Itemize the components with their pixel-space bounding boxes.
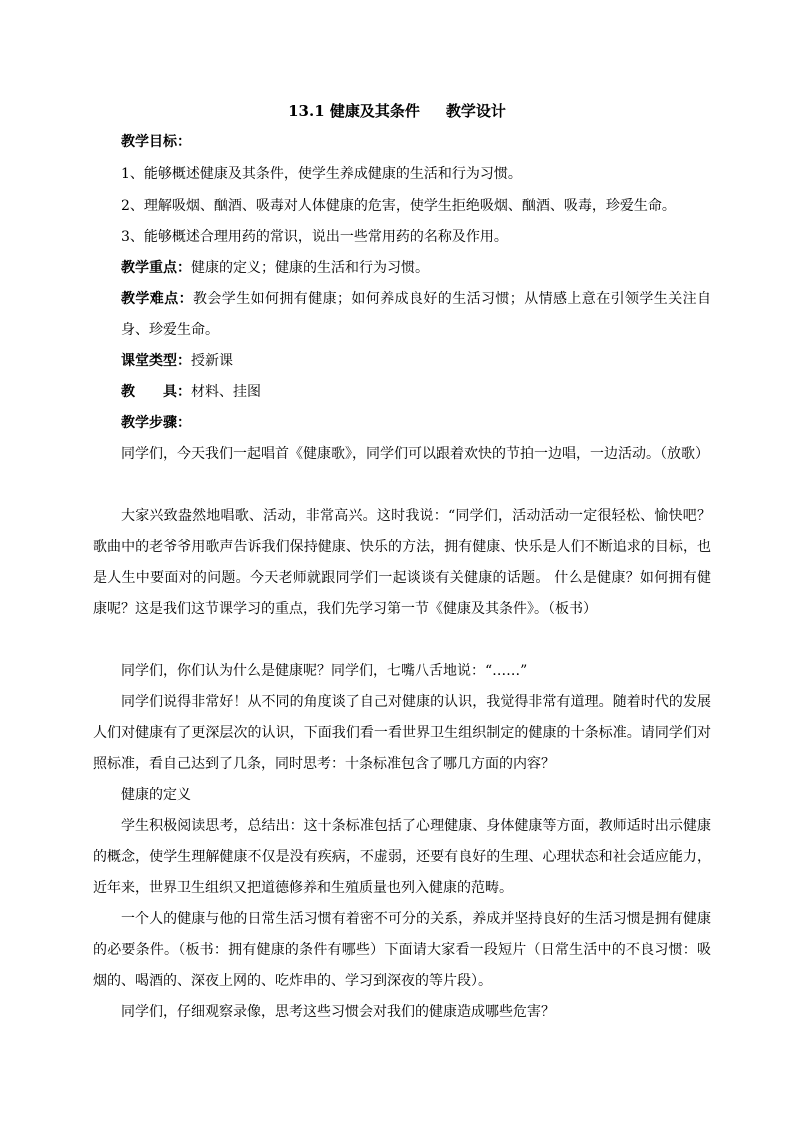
lesson-type — [121, 351, 233, 371]
step-paragraph-4: 同学们说得非常好！从不同的角度谈了自己对健康的认识，我觉得非常有道理。随着时代的发展人们对健康有了更深层次的认识，下面我们看一看世界卫生组织制定的健康的十条标准。请同学们对照标准，看自己达到了几条，同时思考：十条标准包含了哪几方面的内容？ — [93, 694, 711, 772]
lesson-type-text: 授新课 — [191, 353, 233, 369]
key-point — [121, 258, 429, 278]
goal-item-1: 1、能够概述健康及其条件，使学生养成健康的生活和行为习惯。 — [121, 166, 522, 182]
steps-heading: 教学步骤： — [121, 415, 191, 431]
lesson-type-label: 课堂类型： — [121, 353, 191, 369]
tools-label: 教 具： — [121, 384, 191, 400]
goal-item-3: 3、能够概述合理用药的常识，说出一些常用药的名称及作用。 — [121, 229, 508, 245]
title-sub: 教学设计 — [445, 102, 506, 120]
step-paragraph-8: 同学们，仔细观察录像，思考这些习惯会对我们的健康造成哪些危害？ — [121, 1004, 555, 1020]
step-paragraph-5: 健康的定义 — [121, 787, 191, 803]
title-main: 13.1 健康及其条件 — [288, 102, 420, 120]
tools-text: 材料、挂图 — [191, 384, 261, 400]
key-point-label: 教学重点： — [121, 260, 191, 276]
step-paragraph-1: 同学们，今天我们一起唱首《健康歌》，同学们可以跟着欢快的节拍一边唱，一边活动。（放歌） — [121, 446, 709, 462]
step-paragraph-6: 学生积极阅读思考，总结出：这十条标准包括了心理健康、身体健康等方面，教师适时出示健康的概念，使学生理解健康不仅是没有疾病，不虚弱，还要有良好的生理、心理状态和社会适应能力，近年来，世界卫生组织又把道德修养和生殖质量也列入健康的范畴。 — [93, 818, 711, 896]
document-title — [0, 101, 794, 121]
step-paragraph-3: 同学们，你们认为什么是健康呢？同学们，七嘴八舌地说：“……” — [121, 663, 528, 679]
goals-heading: 教学目标： — [121, 134, 191, 150]
difficulty-label: 教学难点： — [121, 291, 193, 307]
step-paragraph-7: 一个人的健康与他的日常生活习惯有着密不可分的关系，养成并坚持良好的生活习惯是拥有健康的必要条件。（板书：拥有健康的条件有哪些）下面请大家看一段短片（日常生活中的不良习惯：吸烟的、喝酒的、深夜上网的、吃炸串的、学习到深夜的等片段）。 — [93, 911, 711, 989]
tools — [121, 382, 261, 402]
goal-item-2: 2、理解吸烟、酗酒、吸毒对人体健康的危害，使学生拒绝吸烟、酗酒、吸毒，珍爱生命。 — [121, 198, 676, 214]
difficulty-text: 教会学生如何拥有健康；如何养成良好的生活习惯；从情感上意在引领学生关注自身、珍爱生命。 — [121, 291, 711, 338]
step-paragraph-2: 大家兴致盎然地唱歌、活动，非常高兴。这时我说：“同学们，活动活动一定很轻松、愉快吧？歌曲中的老爷爷用歌声告诉我们保持健康、快乐的方法，拥有健康、快乐是人们不断追求的目标，也是人生中要面对的问题。今天老师就跟同学们一起谈谈有关健康的话题。 什么是健康？如何拥有健康呢？这是我们这节课学习的重点，我们先学习第一节《健康及其条件》。（板书） — [93, 508, 711, 617]
difficulty-block — [121, 284, 711, 346]
key-point-text: 健康的定义；健康的生活和行为习惯。 — [191, 260, 429, 276]
